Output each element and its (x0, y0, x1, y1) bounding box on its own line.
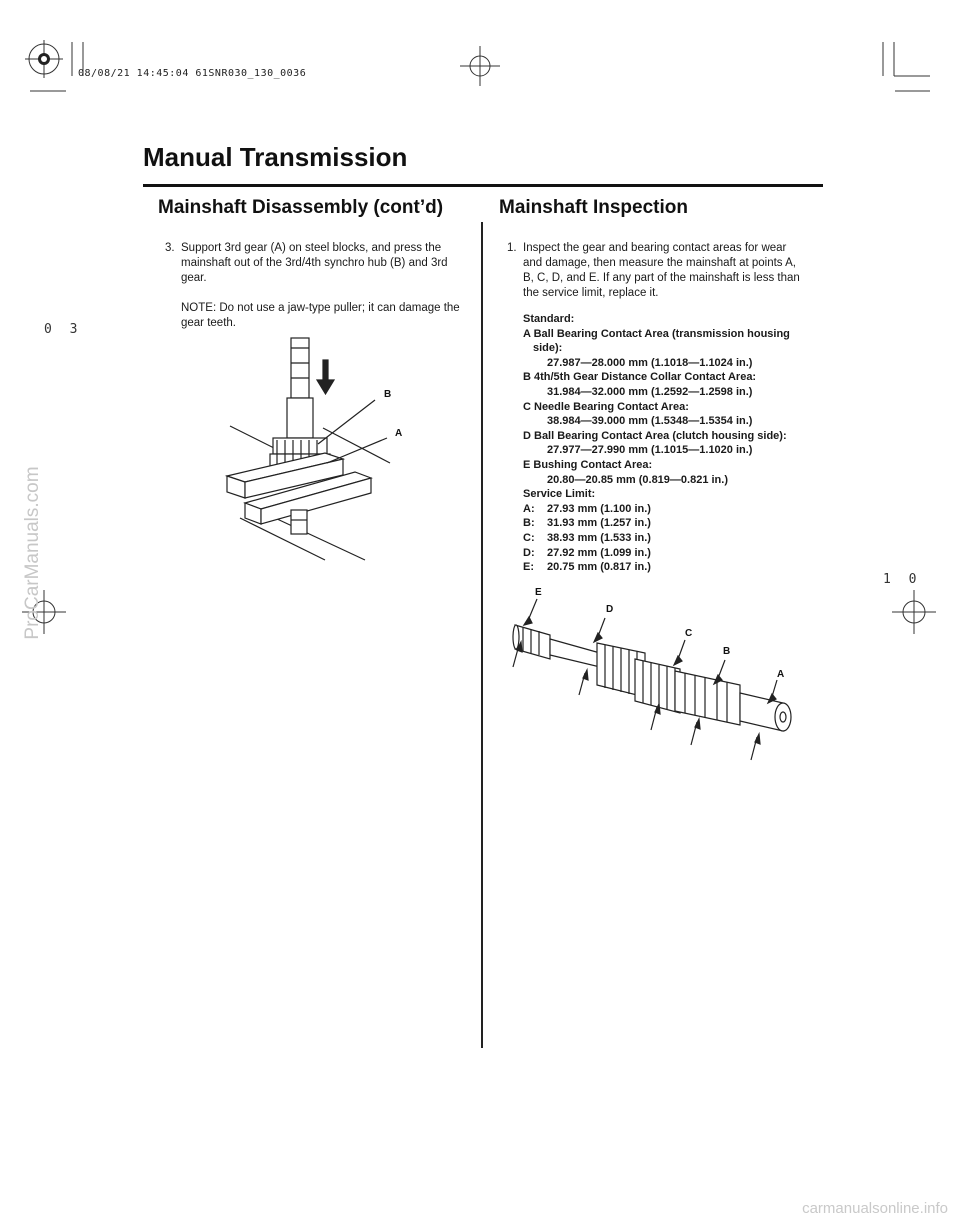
service-limit-row (523, 502, 823, 517)
column-divider (481, 222, 483, 1048)
standard-c-value: 38.984—39.000 mm (1.5348—1.5354 in.) (547, 415, 753, 428)
service-limit-value: 31.93 mm (1.257 in.) (547, 517, 651, 530)
standard-b-label: B 4th/5th Gear Distance Collar Contact Area: (523, 371, 757, 384)
inspection-step-1 (507, 241, 807, 301)
service-limit-key: B: (523, 517, 535, 530)
side-code-left: 0 3 (44, 322, 83, 337)
section-title-disassembly: Mainshaft Disassembly (cont’d) (158, 197, 444, 218)
callout-e: E (535, 587, 542, 598)
service-limit-key: E: (523, 561, 534, 574)
footer-mark: carmanualsonline.info (802, 1200, 948, 1217)
mainshaft-illustration (505, 585, 805, 770)
service-limit-value: 20.75 mm (0.817 in.) (547, 561, 651, 574)
section-title-inspection: Mainshaft Inspection (499, 197, 688, 218)
standard-a-label: A Ball Bearing Contact Area (transmission housing (523, 327, 790, 340)
service-limit-value: 38.93 mm (1.533 in.) (547, 531, 651, 544)
service-limit-row (523, 516, 823, 531)
callout-d: D (606, 604, 614, 615)
service-limit-key: A: (523, 502, 535, 515)
step-note: NOTE: Do not use a jaw-type puller; it can damage the gear teeth. (181, 302, 460, 329)
callout-b-right: B (723, 646, 731, 657)
callout-a-left: A (395, 428, 403, 439)
page-title: Manual Transmission (143, 142, 408, 172)
standard-d-value: 27.977—27.990 mm (1.1015—1.1020 in.) (547, 444, 753, 457)
standard-c-label: C Needle Bearing Contact Area: (523, 400, 689, 413)
callout-a-right: A (777, 669, 785, 680)
standard-b-value: 31.984—32.000 mm (1.2592—1.2598 in.) (547, 385, 753, 398)
side-code-right: 1 0 (883, 572, 922, 587)
callout-c: C (685, 628, 693, 639)
service-limit-key: C: (523, 531, 535, 544)
standard-heading: Standard: (523, 313, 575, 325)
standard-e-value: 20.80—20.85 mm (0.819—0.821 in.) (547, 473, 728, 486)
standard-d-label: D Ball Bearing Contact Area (clutch housing side): (523, 429, 787, 442)
service-limit-key: D: (523, 546, 535, 559)
service-limit-value: 27.93 mm (1.100 in.) (547, 502, 651, 515)
service-limit-row (523, 531, 823, 546)
service-limit-row (523, 546, 823, 561)
standard-a-label-cont: side): (533, 342, 563, 355)
spec-block (523, 312, 823, 575)
service-limit-heading: Service Limit: (523, 488, 596, 501)
service-limit-value: 27.92 mm (1.099 in.) (547, 546, 651, 559)
service-limit-row (523, 560, 823, 575)
standard-a-value: 27.987—28.000 mm (1.1018—1.1024 in.) (547, 356, 753, 369)
step-number: 3. (165, 242, 175, 254)
callout-b-left: B (384, 389, 392, 400)
step-text: Inspect the gear and bearing contact areas for wear and damage, then measure the mainshaft at points A, B, C, D, and E. If any part of the mainshaft is less than the service limit, replace it. (523, 242, 800, 299)
standard-e-label: E Bushing Contact Area: (523, 458, 653, 471)
watermark: ProCarManuals.com (22, 466, 43, 640)
press-illustration (215, 328, 395, 563)
step-number: 1. (507, 242, 517, 254)
disassembly-step-3 (165, 241, 465, 331)
print-stamp: 08/08/21 14:45:04 61SNR030_130_0036 (78, 68, 307, 79)
title-rule (143, 184, 823, 187)
step-text: Support 3rd gear (A) on steel blocks, and press the mainshaft out of the 3rd/4th synchro hub (B) and 3rd gear. (181, 242, 448, 284)
